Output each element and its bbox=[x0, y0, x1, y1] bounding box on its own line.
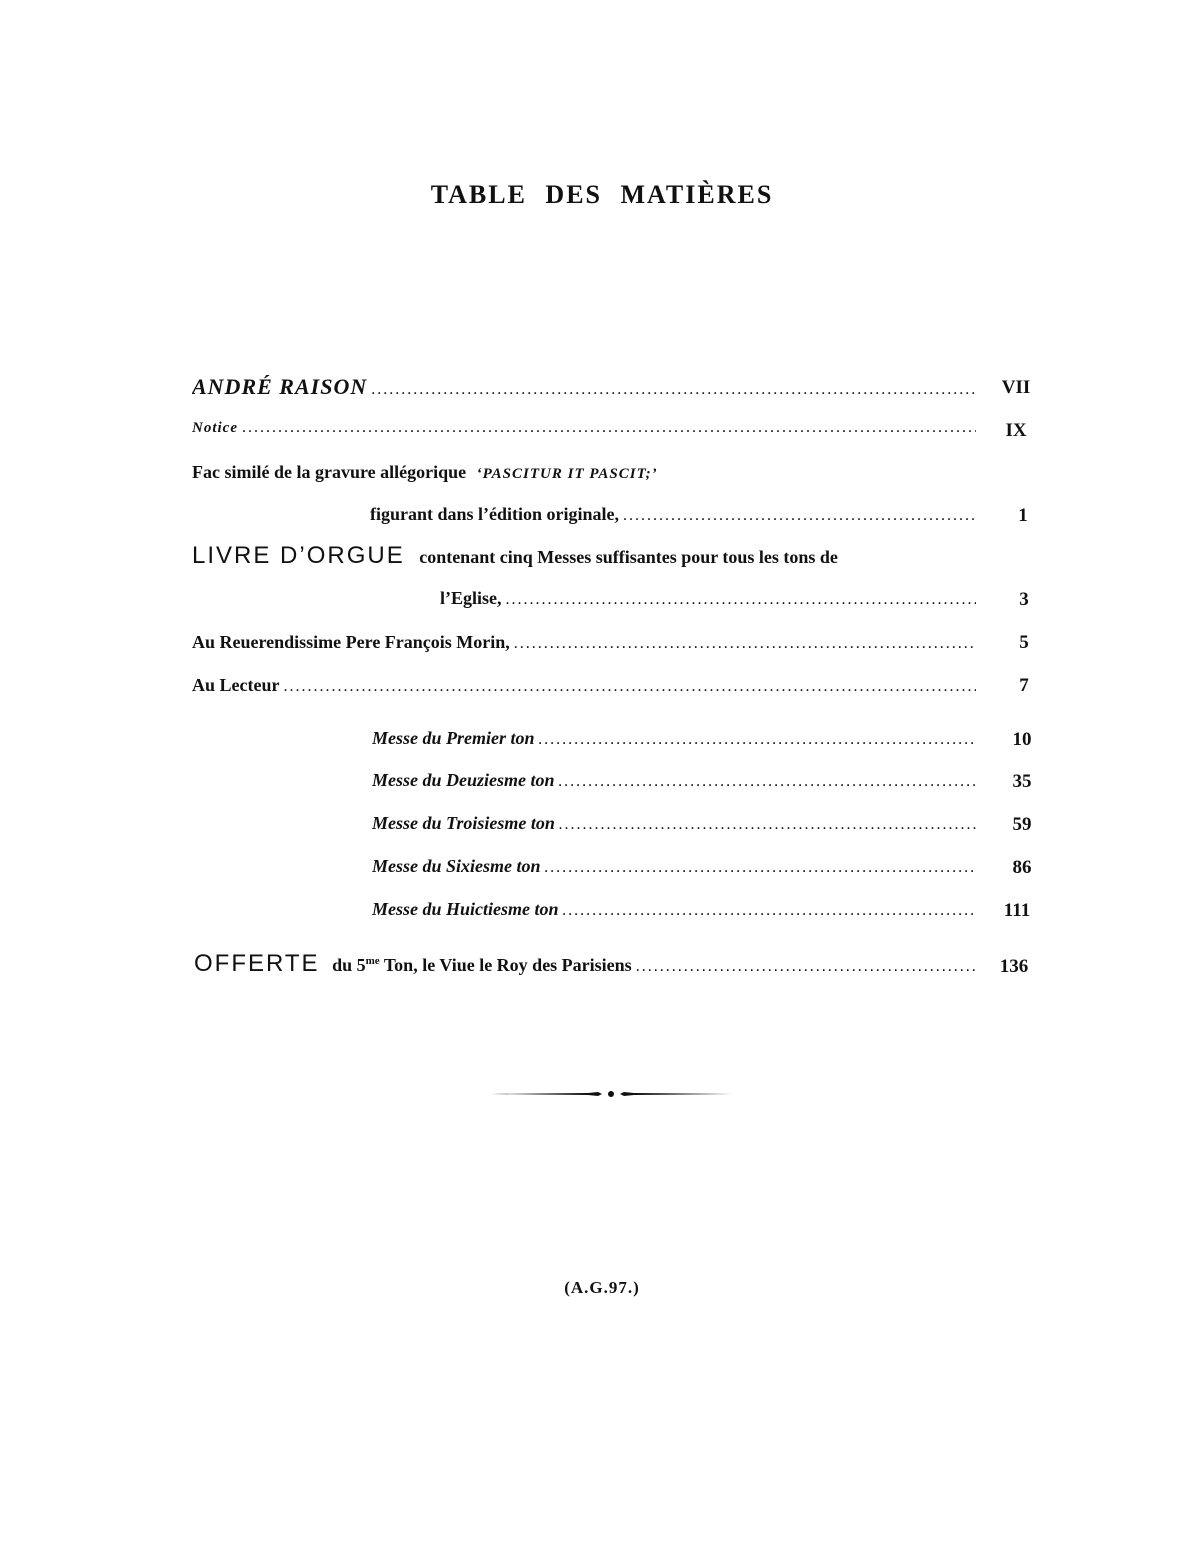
dot-leader bbox=[623, 507, 976, 525]
dot-leader bbox=[563, 902, 976, 920]
dot-leader bbox=[371, 381, 976, 399]
toc-entry-label: Au Reuerendissime Pere François Morin, bbox=[192, 632, 510, 652]
dot-leader bbox=[539, 731, 976, 749]
toc-entry-label: Messe du Troisiesme ton bbox=[372, 813, 555, 833]
offerte-sup: me bbox=[365, 955, 380, 967]
toc-entry-notice bbox=[192, 419, 980, 437]
toc-entry-au-lecteur bbox=[192, 675, 980, 696]
toc-entry-caps: LIVRE D’ORGUE bbox=[192, 542, 405, 569]
dot-leader bbox=[283, 678, 976, 696]
toc-entry-label: Notice bbox=[192, 420, 238, 436]
toc-entry-label bbox=[194, 950, 632, 978]
toc-entry-caps: OFFERTE bbox=[194, 950, 320, 977]
toc-entry-label: Messe du Deuziesme ton bbox=[372, 770, 555, 790]
dot-leader bbox=[506, 591, 977, 609]
toc-entry-quote: ‘PASCITUR IT PASCIT;’ bbox=[476, 466, 658, 482]
dot-leader bbox=[514, 635, 976, 653]
toc-entry-label: figurant dans l’édition originale, bbox=[370, 504, 620, 524]
dot-leader bbox=[559, 816, 976, 834]
dot-leader bbox=[242, 419, 976, 437]
page-title: TABLE DES MATIÈRES bbox=[430, 180, 774, 209]
toc-entry-label: contenant cinq Messes suffisantes pour tous les tons de bbox=[419, 547, 838, 567]
page-number: 7 bbox=[1019, 675, 1029, 696]
page-number: 59 bbox=[1012, 814, 1032, 835]
toc-entry-messe-huictiesme bbox=[372, 899, 980, 920]
page-number: 10 bbox=[1012, 729, 1032, 750]
offerte-pre: du 5 bbox=[332, 955, 366, 975]
toc-entry-fac-simile-line2 bbox=[370, 504, 980, 525]
toc-entry-label: ANDRÉ RAISON bbox=[192, 374, 368, 399]
page-number: 5 bbox=[1019, 632, 1029, 653]
toc-entry-au-reuerendissime bbox=[192, 632, 980, 653]
toc-entry-label: l’Eglise, bbox=[440, 588, 502, 608]
page-number: 136 bbox=[999, 956, 1029, 977]
toc-entry-messe-troisiesme bbox=[372, 813, 980, 834]
dot-leader bbox=[636, 958, 976, 976]
toc-entry-messe-sixiesme bbox=[372, 856, 980, 877]
page-number: IX bbox=[1005, 420, 1027, 441]
page-number: 35 bbox=[1012, 771, 1032, 792]
toc-entry-label: Fac similé de la gravure allégorique bbox=[192, 462, 467, 482]
toc-entry-andre-raison bbox=[192, 374, 980, 400]
page-number: 3 bbox=[1019, 589, 1029, 610]
footer-catalog-number: (A.G.97.) bbox=[564, 1278, 640, 1297]
toc-entry-label: Messe du Sixiesme ton bbox=[372, 856, 541, 876]
toc-entry-label: Messe du Huictiesme ton bbox=[372, 899, 559, 919]
page-number: 111 bbox=[1003, 900, 1031, 921]
toc-entry-livre-dorgue-line2 bbox=[440, 588, 980, 609]
dot-leader bbox=[545, 859, 976, 877]
toc-entry-label: Messe du Premier ton bbox=[372, 728, 535, 748]
dot-leader bbox=[559, 773, 976, 791]
page-number: 1 bbox=[1018, 505, 1028, 526]
ornament-divider bbox=[488, 1086, 734, 1102]
toc-entry-fac-simile-line1 bbox=[192, 462, 658, 483]
offerte-post: Ton, le Viue le Roy des Parisiens bbox=[383, 955, 632, 975]
toc-entry-messe-premier bbox=[372, 728, 980, 749]
toc-entry-label: Au Lecteur bbox=[192, 675, 280, 695]
toc-entry-livre-dorgue-line1 bbox=[192, 542, 838, 570]
page-number: VII bbox=[1001, 377, 1031, 398]
toc-entry-messe-deuziesme bbox=[372, 770, 980, 791]
toc-entry-offerte bbox=[194, 950, 980, 978]
page-number: 86 bbox=[1012, 857, 1032, 878]
